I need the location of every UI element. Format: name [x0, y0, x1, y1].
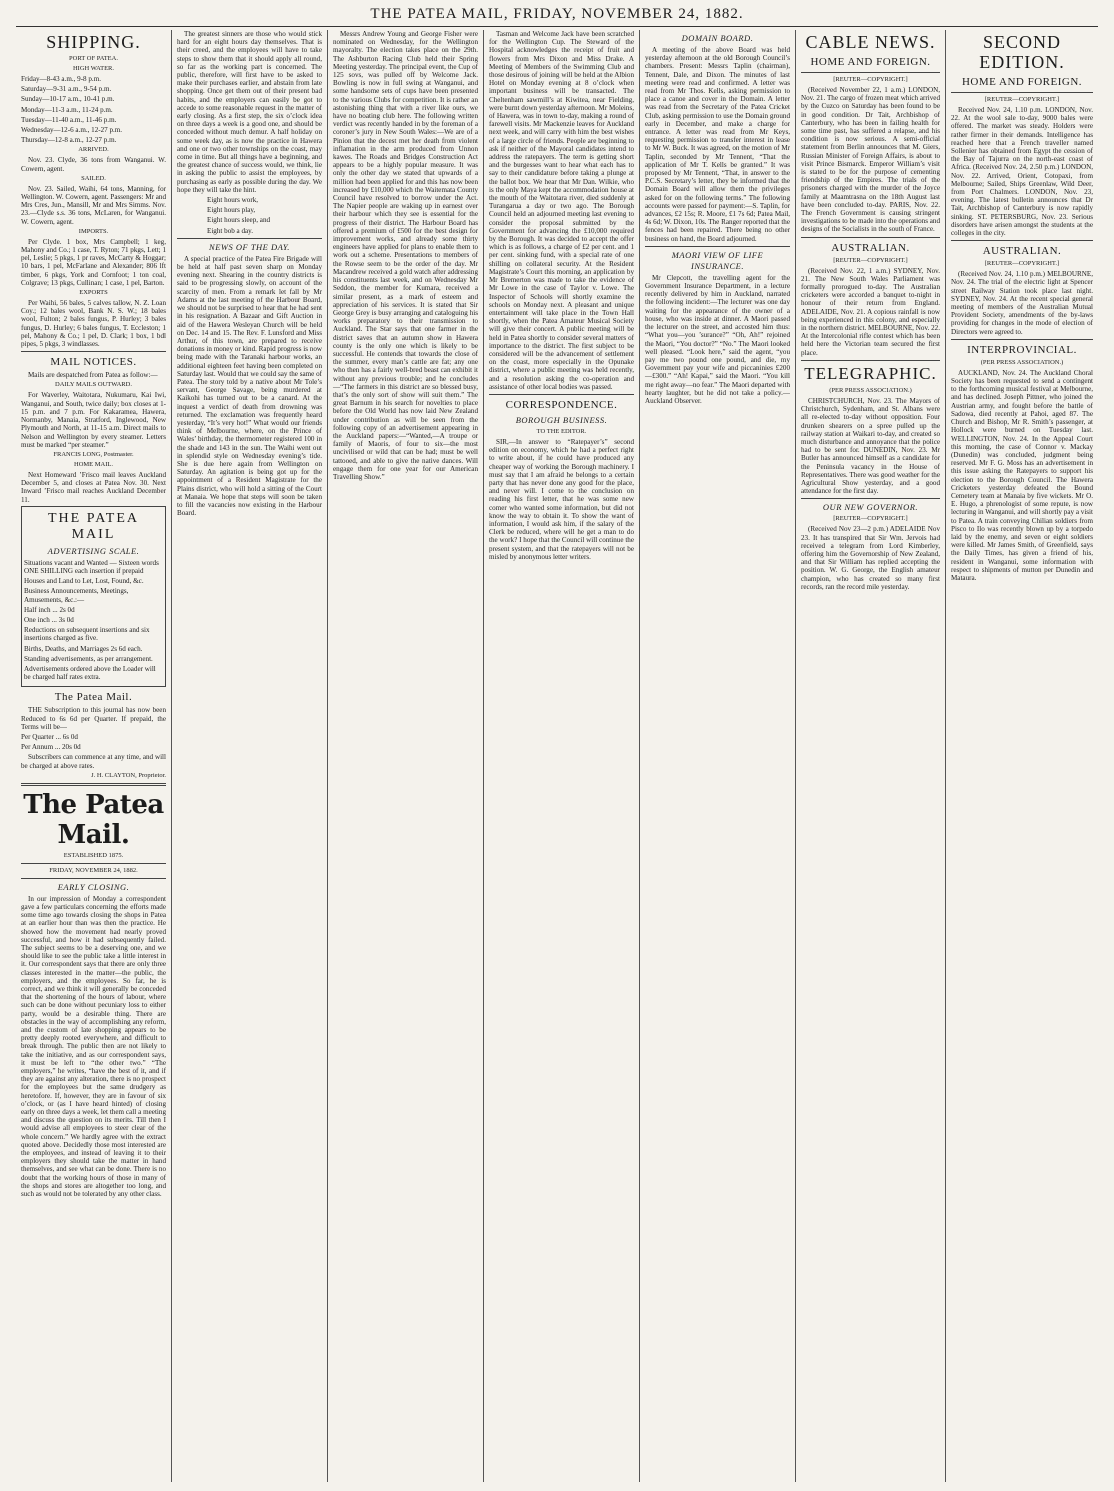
divider [645, 246, 790, 247]
correspondence-text: SIR,—In answer to “Ratepayer’s” second edition on economy, which he had a perfect right to write about, if he could have produced any cheaper way of working the Borough machinery. I must say that I am afraid he belongs to a certain party that has never done any good for the place, and never will. I come to the conclusion on reading his first letter, that he was some new comer who wanted some information, but did not know the way to obtain it. To show the want of information, I would ask him, if the salary of the Clerk be reduced, where will he get a man to do the work? I hope that the Council will continue the present system, and that the ratepayers will not be misled by anonymous letter writers. [489, 437, 634, 561]
interprovincial-text: AUCKLAND, Nov. 24. The Auckland Choral Society has been requested to send a contingent to the forthcoming musical festival at Melbourne, and has declined. Joseph Pittner, who joined the Austrian army, and fought before the battle of Sadowa, died recently at Pahoi, aged 87. The Church and Bishop, Mr R. Smith’s passenger, at Hollock were burned on Tuesday last. WELLINGTON, Nov. 24. In the Appeal Court this morning, the case of Connor v. Mackay (Dunedin) was concluded, judgment being reserved. Mr F. G. Moss has an advertisement in this issue asking the Ratepayers to support his election to the Borough Council. The Hawera Cricketers yesterday defeated the Bound Cemetery team at Manaia by five wickets. Mr O. E. Hugo, a phrenologist of some repute, is now lecturing in Wanganui, and will shortly pay a visit to Patea. A train conveying Chilian soldiers from Pisco to Ilo was recently blown up by a torpedo laid by the enemy, and seven or eight soldiers were killed. Mr James Smith, of Greenfield, says the Daily Times, has given a friend of his, resident in Wanganui, some information with respect to shipments of mutton per Dunedin and Mataura. [951, 368, 1093, 582]
australian-text: (Received Nov. 22, 1 a.m.) SYDNEY, Nov. 21. The New South Wales Parliament was formally prorogued to-day. The Australian cricketers were accorded a banquet to-night in honour of their return from England. ADELAIDE, Nov. 21. A copious rainfall is now being experienced in this colony, and especially in the northern district. MELBOURNE, Nov. 22. At the Intercolonial rifle contest which has been held here the Victorian team secured the first place. [801, 266, 940, 357]
home-foreign-heading: HOME AND FOREIGN. [961, 76, 1083, 88]
australian-text: (Received Nov. 24, 1.10 p.m.) MELBOURNE, Nov. 24. The trial of the electric light at Spencer street Railway Station took place last night. SYDNEY, Nov. 24. At the recent special general meeting of members of the Australian Mutual Provident Society, amendments of the by-laws providing for changes in the mode of election of Directors were agreed to. [951, 270, 1093, 336]
news-heading: NEWS OF THE DAY. [209, 241, 290, 252]
verse [177, 196, 322, 235]
imports-text: Per Clyde. 1 box, Mrs Campbell; 1 keg, Mahony and Co.; 1 case, T. Ryton; 71 pkgs, Lett; 1 pel, Leslie; 5 pkgs, 1 pr raves, McCarty & Hoggar; 10 bars, 1 pel, McFarlane and Alexander; 806 lft timber, 6 pkgs, York and Cornfoot; 1 ton coal, Colgrave; 13 pkgs, Cullinan; 1 case, 1 pel, Barton. [21, 237, 166, 287]
cable-news-heading: CABLE NEWS. [805, 32, 936, 52]
scale-row: Houses and Land to Let, Lost, Found, &c. [24, 577, 144, 586]
mail-notices-heading: MAIL NOTICES. [50, 356, 137, 369]
divider [951, 339, 1093, 340]
scale-row: Births, Deaths, and Marriages 2s 6d each. [24, 644, 143, 653]
news-text: A special practice of the Patea Fire Brigade will be held at half past seven sharp on Monday evening next. Shearing in the country districts is said to be progressing slowly, on account of the scarcity of men. From a remark let fall by Mr Adams at the last meeting of the Harbour Board, we should not be surprised to hear that he had sent in his resignation. A Bazaar and Gift Auction in aid of the Hawera Wesleyan Church will be held on Dec. 14 and 15. The Rev. F. Lunsford and Miss Arthur, of this town, are prepared to receive donations in money or kind. Rapid progress is now being made with the Taranaki harbour works, an additional eighteen feet having been completed on Saturday last. Would that we could say the same of Patea. The story told by a native about Mr Tole’s servant, George Savage, being murdered at Kaikohi has turned out to be a canard. At the inquest a verdict of death from drowning was returned. The exclamation was frequently heard yesterday, “It’s very hot!” What would our friends think of Melbourne, where, on the Prince of Wales’ birthday, the thermometer registered 100 in the shade and 143 in the sun. The Waihi went out in splendid style on Wednesday evening’s tide. She is due here again from Wellington on Saturday. An agitation is being got up for the appointment of a Resident Magistrate for the Plains district, who will hold a sitting of the Court at Manaia. We hope that steps will soon be taken to fill the vacancies now existing in the Harbour Board. [177, 254, 322, 518]
second-edition-text: Received Nov. 24, 1.10 p.m. LONDON, Nov. 22. At the wool sale to-day, 9000 bales were offered. The market was steady. Holders were rather firmer in their demands. Intelligence has reached here that a French traveller named Sollenier has obtained from Egypt the cession of the Bay of Tajurra on the north-east coast of Africa. (Received Nov. 24, 2.50 p.m.) LONDON, Nov. 22. Arrived, Orient, Cotopaxi, from Melbourne; Sailed, Ships Greenlaw, Wild Deer, from Port Chalmers. LONDON, Nov. 23, evening. The latest bulletin announces that Dr Tait, Archbishop of Canterbury is now rapidly sinking. ST. PETERSBURG, Nov. 23. Serious disorders have arisen amongst the students at the colleges in the city. [951, 106, 1093, 238]
subscription-rate: Per Annum ... 20s 0d [21, 743, 81, 752]
divider [951, 92, 1093, 93]
editorial-heading: EARLY CLOSING. [57, 881, 130, 892]
divider [177, 238, 322, 239]
divider [21, 783, 166, 786]
divider [801, 237, 940, 238]
masthead: THE PATEA MAIL, FRIDAY, NOVEMBER 24, 1882. [370, 6, 744, 22]
verse-line: Eight hours sleep, and [207, 216, 271, 225]
reuter-copyright: [REUTER—COPYRIGHT.] [833, 256, 908, 264]
scale-subtitle: ADVERTISING SCALE. [47, 545, 140, 556]
news-continued: Messrs Andrew Young and George Fisher were nominated on Wednesday, for the Wellington mayoralty. The election takes place on the 29th. The Ashburton Racing Club held their Spring Meeting yesterday. The principal event, the Cup of 125 sovs, was pulled off by Welcome Jack. Bowling is now in full swing at Wanganui, and some handsome sets of cups have been presented to the various Clubs for competition. It is rather an astonishing thing that with a river like ours, we have no boating club here. The following written verdict was recently handed in by the foreman of a coroner’s jury in New South Wales:—We are of a Pinion that the decest met her death from violent inflamation in the arm produced from Unnon kawes. The Roads and Bridges Construction Act appears to be a highly popular measure. It was only the other day we stated that upwards of a million had been applied for and this has now been increased by £10,000 which the Waitemata County Council have resolved to borrow under the Act. The Napier people are waking up in earnest over their harbour which they see is essential for the progress of their district. The Harbour Board has offered a premium of £500 for the best design for improvement works, and already some thirty engineers have applied for plans to enable them to work out a scheme. Presentations to members of the Rowse seem to be the order of the day. Mr Macandrew received a gold watch after addressing his constituents last week, and on Wednesday Mr Seddon, the member for Kumara, received a similar present, as a mark of esteem and appreciation of his services. It is stated that Sir George Grey is busy arranging and cataloguing his works preparatory to their transmission to Auckland. The Star says that one farmer in the district saves that an autumn show in Hawera county is the only one which is likely to be successful. He contends that towards the close of the summer, every man’s cattle are fat; any one who then has a fairly well-bred beast can exhibit it without any previous trouble; and he concludes—“The farmers in this district are so blessed busy, that’s the only sort of show will suit them.” The great Barnum in his search for novelties to place before the Old World has now laid New Zealand under contribution as will be seen from the following copy of an advertisement appearing in the Auckland papers:—“Wanted,—A troupe or family of Maoris, of four to six—the most uncivilised or wild that can be had; must be well tattooed, and able to give the native dances. Will engage them for one year for our American Travelling Show.” [333, 30, 478, 481]
tide-row: Wednesday—12-6 a.m., 12-27 p.m. [21, 126, 123, 135]
column-3 [328, 30, 484, 1482]
reuter-copyright: [REUTER—COPYRIGHT.] [984, 260, 1060, 268]
divider [801, 72, 940, 73]
divider [801, 498, 940, 499]
tide-table [21, 75, 166, 144]
reuter-copyright: [REUTER—COPYRIGHT.] [984, 96, 1060, 103]
tide-row: Thursday—12-8 a.m., 12-27 p.m. [21, 136, 117, 145]
advertising-scale-box [21, 506, 166, 688]
home-foreign-heading: HOME AND FOREIGN. [810, 56, 931, 68]
masthead-rule [16, 26, 1098, 27]
divider [21, 863, 166, 864]
scale-row: Half inch ... 2s 0d [24, 605, 75, 614]
domain-board-heading: DOMAIN BOARD. [681, 33, 754, 43]
exports-heading: EXPORTS [79, 289, 108, 297]
divider [489, 394, 634, 395]
scale-row: Business Announcements, Meetings, Amusements, &c.:— [24, 587, 129, 604]
exports-text: Per Waihi, 56 bales, 5 calves tallow, N. Z. Loan Coy.; 12 bales wool, Bank N. S. W.; 18 bales wool, Fulton; 2 bales fungus, P. Hurley; 3 bales fungus, D. Hurley; 6 bales fungus, T. Eccleston; 1 pel, Mahony & Co.; 1 pel, D. Clark; 1 box, 1 bdl pipes, 5 pkgs, 3 windlasses. [21, 299, 166, 349]
editorial-continued: The greatest sinners are those who would stick hard for an eight hours day themselves. That is their creed, and the employees will have to take steps to show them that it should apply all round, so far as the working part is concerned. The public, therefore, will first have to be asked to make their purchases earlier, and abstain from late shopping. Once get them out of their present bad habits, and the employers can easily be got to accede to some reasonable request in the matter of early closing. As a first step, the six o’clock idea on three days a week is a good one, and should be conceded without much demur. A half holiday on some week day, as is now the practice in Hawera and one or two other townships on the coast, may come in time. But all things have a beginning, and the greatest chance of success would, we think, lie in asking the public to assist the employees, by purchasing as early as possible during the day. We hope they will take the hint. [177, 30, 322, 194]
sailed-text: Nov. 23. Sailed, Waihi, 64 tons, Manning, for Wellington. W. Cowern, agent. Passengers: Mr and Mrs Cres, Jun., Mansill, Mr and Mrs Simms. Nov. 23.—Clyde s.s. 36 tons, McLaren, for Wanganui. W. Cowern, agent. [21, 184, 166, 226]
divider [21, 878, 166, 879]
shipping-heading: SHIPPING. [46, 32, 141, 52]
domain-board-text: A meeting of the above Board was held yesterday afternoon at the old Borough Council’s chambers. Present: Messrs Taplin (chairman), Tennent, Dale, and Dixon. The minutes of last meeting were read and confirmed. A letter was read from Mr Thos. Kells, asking permission to place a canoe and cover in the Domain. A letter was read from the Secretary of the Patea Cricket Club, asking permission to use the Domain ground early in December, and make a charge for entrance. A letter was read from Mr Keys, requesting permission to transfer interest in lease to Mr W. Buck. It was agreed, on the motion of Mr Taplin, seconded by Mr Tennent, “That the application of Mr T. Kells be granted.” It was proposed by Mr Tennent, “That, in answer to the P.C.S. Secretary’s letter, they be informed that the Domain Board will allow them the privileges asked for on the following terms.” The following accounts were passed for payment:—S. Taplin, for advances, £2 15s; R. Moore, £1 7s 6d; Patea Mail, 4s 6d; W. Dixon, 10s. The Ranger reported that the fences had been repaired. There being no other business on hand, the Board adjourned. [645, 46, 790, 243]
scale-row: Situations vacant and Wanted — Sixteen words ONE SHILLING each insertion if prepaid [24, 558, 159, 575]
maori-insurance-heading: MAORI VIEW OF LIFE INSURANCE. [671, 249, 764, 271]
high-water-heading: HIGH WATER. [72, 65, 115, 72]
verse-line: Eight hours play, [207, 206, 256, 215]
scale-title: THE PATEA MAIL [48, 510, 139, 542]
home-mail-heading: HOME MAIL. [74, 460, 113, 468]
second-edition-heading: SECOND EDITION. [979, 32, 1065, 72]
subscription-text: THE Subscription to this journal has now been Reduced to 6s 6d per Quarter. If prepaid, the Terms will be— [21, 706, 166, 731]
reuter-copyright: [REUTER—COPYRIGHT.] [833, 76, 908, 83]
imports-heading: IMPORTS. [78, 227, 109, 235]
press-association: (PER PRESS ASSOCIATION.) [829, 386, 912, 394]
arrived-text: Nov. 23. Clyde, 36 tons from Wanganui. W. Cowern, agent. [21, 156, 166, 173]
columns [16, 30, 1098, 1482]
column-6 [796, 30, 946, 1482]
correspondence-heading: CORRESPONDENCE. [505, 398, 618, 411]
tide-row: Monday—11-3 a.m., 11-24 p.m. [21, 105, 113, 114]
column-2 [172, 30, 328, 1482]
sailed-heading: SAILED. [81, 174, 106, 182]
correspondence-subheading: BOROUGH BUSINESS. [515, 414, 608, 425]
reuter-copyright: [REUTER—COPYRIGHT.] [833, 515, 908, 523]
telegraphic-text: CHRISTCHURCH, Nov. 23. The Mayors of Christchurch, Sydenham, and St. Albans were all re-elected to-day without opposition. Four drunken shearers on a spree pulled up the railway station at Waikari to-day, and created so much disturbance and annoyance that the police had to be sent for. DUNEDIN, Nov. 23. Mr Butler has announced himself as a candidate for the Peninsula vacancy in the House of Representatives. There was good weather for the Agricultural Show yesterday, and a good attendance for the first day. [801, 396, 940, 496]
home-mail-text: Next Homeward ’Frisco mail leaves Auckland December 5, and closes at Patea Nov. 30. Next Inward ’Frisco mail reaches Auckland December 11. [21, 470, 166, 504]
maori-insurance-text: Mr Clepcott, the travelling agent for the Government Insurance Department, in a lecture recently delivered by him in Auckland, narrated the following incident:—The lecturer was one day waiting for the appearance of the owner of a house, who was inside at dinner. A Maori passed the lecturer on the street, and accosted him thus: “What you—you ’surance?” “Oh, Ah!” rejoined the Maori, “You doctor?” “No.” The Maori looked well pleased. “Look here,” said the agent, “you pay me two pound one pound, and die, my Government pay your wife and piccaninies £200—£300.” “Ah! Kapai,” said the Maori. “You kill me right away—no fear.” The Maori departed with hearty laughter, but he did not take a policy.—Auckland Observer. [645, 273, 790, 405]
australian-heading: AUSTRALIAN. [831, 241, 910, 254]
interprovincial-heading: INTERPROVINCIAL. [967, 343, 1077, 356]
scale-row: Advertisements ordered above the Loader will be charged half rates extra. [24, 664, 156, 682]
divider [21, 351, 166, 352]
scale-row: Reductions on subsequent insertions and six insertions charged as five. [24, 626, 150, 643]
port-heading: PORT OF PATEA. [69, 55, 118, 62]
dateline: FRIDAY, NOVEMBER 24, 1882. [49, 866, 138, 874]
proprietor: J. H. CLAYTON, Proprietor. [91, 771, 166, 779]
scale-row: Standing advertisements, as per arrangement. [24, 654, 153, 663]
divider [801, 360, 940, 361]
column-5 [640, 30, 796, 1482]
editorial-text: In our impression of Monday a correspondent gave a few particulars concerning the efforts made some time ago towards closing the shops in Patea at an earlier hour than was then the practice. He showed how the movement had nearly proved successful, and how it had subsequently failed. The subject seems to be a deserving one, and we should like to see the public take a little interest in it. Our correspondent says that there are only three classes interested in the matter—the public, the employers, and the employees. So far, he is correct, and we think it will generally be conceded that the shortening of the hours of labour, where such can be done without pecuniary loss to either party, would be a desirable thing. There are obstacles in the way of accomplishing any reform, and the custom of late shopping appears to be pretty deeply rooted everywhere, and difficult to break through. The public then are not likely to take the initiative, and as our correspondent says, it must be left to “the other two.” “The employers,” he writes, “have the best of it, and if they are against any alteration, there is no prospect for the employees but the same drudgery as heretofore. If, however, they are in favour of six o’clock, or (as I have heard hinted) of closing early on three days a week, let them call a meeting and discuss the question on its merits. Till then I would advise all employees to steer clear of the whole concern.” We hardly agree with the extract quoted above. Decidedly those most interested are the employees, and instead of leaving it to their employers they should take the matter in hand themselves, and see what can be done. There is no doubt that the working hours of those in many of the shops and stores are altogether too long, and such as would not be tolerated by any other class. [21, 894, 166, 1199]
daily-mails-text: For Waverley, Waitotara, Nukumaru, Kai Iwi, Wanganui, and South, twice daily; box closes at 1-15 p.m. and 7 p.m. For Kakaramea, Hawera, Normanby, Manaia, Stratford, Inglewood, New Plymouth and North, at 11-15 a.m. Direct mails to Nelson and Wellington by every steamer. Letters must be marked “per steamer.” [21, 391, 166, 449]
subscription-heading: The Patea Mail. [54, 691, 133, 704]
press-association: (PER PRESS ASSOCIATION.) [980, 358, 1064, 366]
arrived-heading: ARRIVED. [78, 146, 109, 154]
column-1 [16, 30, 172, 1482]
news-continued: Tasman and Welcome Jack have been scratched for the Wellington Cup. The Steward of the Hospital acknowledges the receipt of fruit and flowers from Mrs Dixon and Miss Drake. A Meeting of Members of the Swimming Club and those desirous of joining will be held at the Albion Hotel on Monday evening at 8 o’clock when important business will be transacted. The Cheltenham sawmill’s at Kiwitea, near Fielding, were burnt down yesterday afternoon. Mr Moleins, of Hawera, was in town to-day, making a round of farewell visits. Mr Mackenzie leaves for Auckland next week, and will carry with him the best wishes of a large circle of friends. People are beginning to ask if neither of the Mayoral candidates intend to address the ratepayers. The term is getting short and the burgesses want to hear what each has to say to their candidature before taking a plunge at the ballot box. We hear that Mr Dan. Wilkie, who is the only Maya kept the accommodation house at the mouth of the Waitotara river, died suddenly at Turangarua a day or two ago. The Borough Council held an adjourned meeting last evening to consider the proposal submitted by the Government for advancing the £10,000 required by the Borough. It was decided to accept the offer which is as follows, a charge of £2 per cent. and 1 per cent. sinking fund, with a special rate of one shilling on collateral security. At the Resident Magistrate’s Court this morning, an application by Mr Bremerton was made to take the evidence of Mr Lowe in the case of Taylor v. Lowe. The Inspector of Schools will shortly examine the schools on Monday next. A pleasant and unique entertainment will take place in the Town Hall shortly, when the Patea Amateur Musical Society will give their concert. A public meeting will be held in Patea shortly to consider several matters of importance to the district. The first subject to be considered will be the advancement of settlement on the coast, more especially in the Opunake district, where a public meeting was held recently, and a resolution asking the co-operation and assistance of other local bodies was passed. [489, 30, 634, 391]
paper-title: The Patea Mail. [23, 789, 164, 850]
correspondence-to: TO THE EDITOR. [536, 427, 587, 435]
column-7 [946, 30, 1098, 1482]
telegraphic-heading: TELEGRAPHIC. [804, 363, 937, 383]
governor-heading: OUR NEW GOVERNOR. [822, 502, 919, 513]
daily-mails-heading: DAILY MAILS OUTWARD. [55, 381, 132, 389]
verse-line: Eight bob a day. [207, 226, 254, 235]
postmaster-signature: FRANCIS LONG, Postmaster. [53, 450, 134, 458]
australian-heading: AUSTRALIAN. [982, 245, 1062, 258]
tide-row: Friday—8-43 a.m., 9-8 p.m. [21, 75, 101, 83]
governor-text: (Received Nov 23—2 p.m.) ADELAIDE Nov 23. It has transpired that Sir Wm. Jervois had received a telegram from Lord Kimberley, offering him the Governorship of New Zealand, and that Sir William has replied accepting the position. W. G. George, the English amateur champion, who has created so many first records, ran the record mile yesterday. [801, 525, 940, 591]
cable-text: (Received November 22, 1 a.m.) LONDON, Nov. 21. The cargo of frozen meat which arrived by the Cuzco on Saturday has been found to be in good condition. Dr Tait, Archbishop of Canterbury, who has been in failing health for some time past, has suffered a relapse, and his condition is now serious. A semi-official statement from Berlin announces that M. Giers, Russian Minister of Foreign Affairs, is about to visit Prince Bismarck. Emperor William’s visit is stated to be for the purpose of cementing friendship of the Empires. The trials of the prisoners charged with the murder of the Joyce family at Maamtrasna on the 18th August last have been concluded to-day. PARIS, Nov. 22. The French Government is causing stringent investigations to be made into the operations and designs of the Socialists in the south of France. [801, 86, 940, 234]
established-line: ESTABLISHED 1875. [63, 851, 124, 859]
mail-intro: Mails are despatched from Patea as follow:— [28, 371, 158, 380]
tide-row: Saturday—9-31 a.m., 9-54 p.m. [21, 85, 112, 94]
subscription-rate: Per Quarter ... 6s 0d [21, 732, 78, 741]
tide-row: Tuesday—11-40 a.m., 11-46 p.m. [21, 115, 117, 124]
tide-row: Sunday—10-17 a.m., 10-41 p.m. [21, 95, 115, 104]
subscription-note: Subscribers can commence at any time, and will be charged at above rates. [21, 753, 166, 770]
column-4 [484, 30, 640, 1482]
divider [951, 240, 1093, 241]
verse-line: Eight hours work, [207, 196, 259, 205]
scale-row: One inch ... 3s 0d [24, 615, 74, 624]
